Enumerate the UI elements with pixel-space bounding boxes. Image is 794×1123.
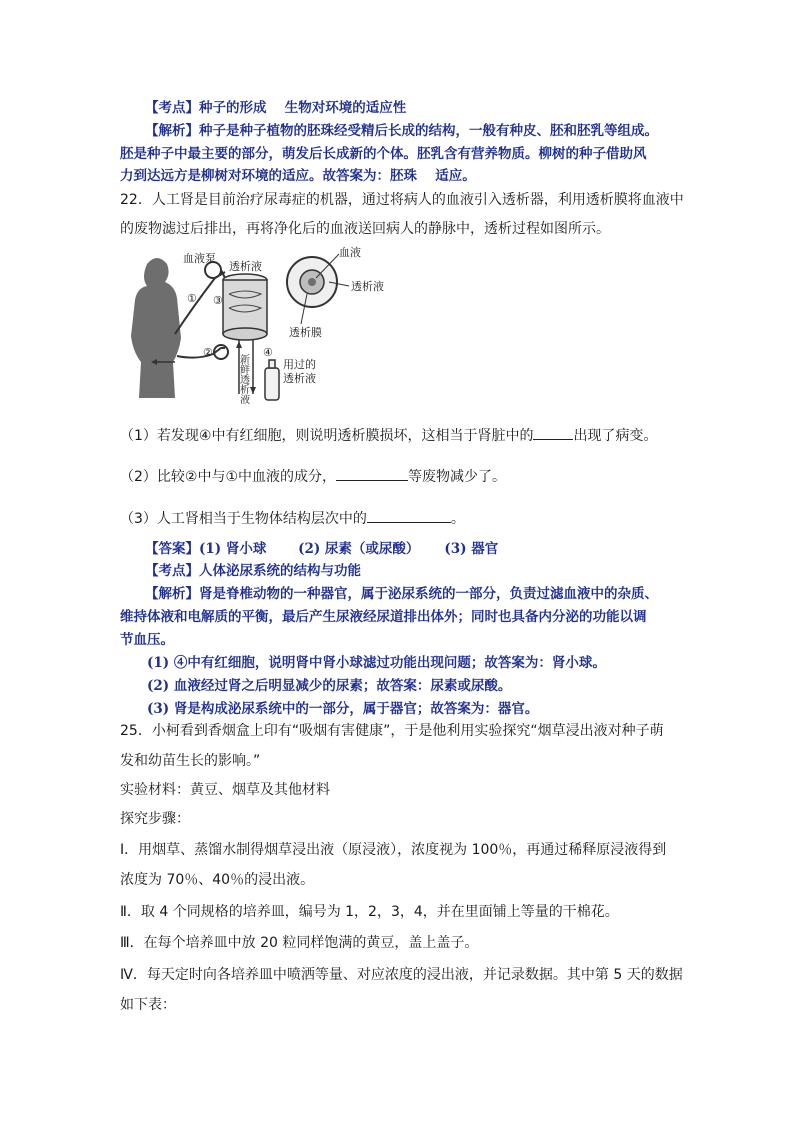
cross-section-diagram xyxy=(283,244,403,344)
q22-sub2 xyxy=(120,466,506,486)
jiexi-text: 种子是种子植物的胚珠经受精后长成的结构，一般有种皮、胚和胚乳等组成。 xyxy=(199,123,658,139)
blood-core xyxy=(308,278,316,286)
q25-step2: Ⅱ．取 4 个同规格的培养皿，编号为 1，2，3，4，并在里面铺上等量的干棉花。 xyxy=(120,904,619,920)
arrow-down xyxy=(250,387,256,394)
jiexi-22-line3: 节血压。 xyxy=(120,632,174,648)
jiexi-22-point2: (2) 血液经过肾之后明显减少的尿素；故答案：尿素或尿酸。 xyxy=(147,678,512,694)
jiexi-21-line2: 胚是种子中最主要的部分，萌发后长成新的个体。胚乳含有营养物质。柳树的种子借助风 xyxy=(120,146,647,162)
dialyzer-body xyxy=(223,280,267,334)
kaodian-tag: 【考点】 xyxy=(145,563,199,579)
tube-venous xyxy=(177,348,225,358)
sub1-text: （1）若发现④中有红细胞，则说明透析膜损坏，这相当于肾脏中的 xyxy=(120,428,534,444)
jiexi-22-point3: (3) 肾是构成泌尿系统中的一部分，属于器官；故答案为：器官。 xyxy=(147,701,539,717)
patient-silhouette xyxy=(131,258,181,398)
q22-stem-line2: 的废物滤过后排出，再将净化后的血液送回病人的静脉中，透析过程如图所示。 xyxy=(120,221,610,237)
sub2-blank[interactable] xyxy=(336,466,408,481)
label-used-2: 透析液 xyxy=(283,372,316,385)
sub3-blank[interactable] xyxy=(367,508,451,523)
jiexi-22-point1: (1) ④中有红细胞，说明肾中肾小球滤过功能出现问题；故答案为：肾小球。 xyxy=(147,655,606,671)
sub3-text-after: 。 xyxy=(450,511,465,527)
sub2-text: （2）比较②中与①中血液的成分， xyxy=(120,469,337,485)
jiexi-tag: 【解析】 xyxy=(145,123,199,139)
label-n3: ③ xyxy=(213,294,223,307)
jiexi-21-line1 xyxy=(145,122,658,140)
cross-label-dialysate: 透析液 xyxy=(351,280,384,293)
label-pump: 血液泵 xyxy=(183,252,216,265)
q25-materials: 实验材料：黄豆、烟草及其他材料 xyxy=(120,782,330,798)
cross-label-blood: 血液 xyxy=(339,246,361,259)
label-fresh: 新鲜透析液 xyxy=(237,354,249,404)
sub2-text-after: 等废物减少了。 xyxy=(408,469,507,485)
answer-text: (1) 肾小球 (2) 尿素（或尿酸） (3) 器官 xyxy=(199,541,499,557)
label-dialysate: 透析液 xyxy=(229,260,262,273)
q25-stem-line1: 25．小柯看到香烟盒上印有“吸烟有害健康”，于是他利用实验探究“烟草浸出液对种子萌 xyxy=(120,723,664,739)
used-dialysate-bottle xyxy=(265,368,279,400)
label-n2: ② xyxy=(203,346,213,359)
arrow-up xyxy=(236,341,242,348)
label-n1: ① xyxy=(187,292,197,305)
sub1-text-after: 出现了病变。 xyxy=(573,428,658,444)
q25-step4-line2: 如下表： xyxy=(120,997,176,1013)
jiexi-21-line3: 力到达远方是柳树对环境的适应。故答案为：胚珠 适应。 xyxy=(120,168,476,184)
q25-step1-line2: 浓度为 70％、40％的浸出液。 xyxy=(120,872,315,888)
q25-steps-title: 探究步骤： xyxy=(120,811,190,827)
kaodian-22 xyxy=(145,562,361,580)
answer-tag: 【答案】 xyxy=(145,541,199,557)
kaodian-tag: 【考点】 xyxy=(145,100,199,116)
q25-step4-line1: Ⅳ．每天定时向各培养皿中喷洒等量、对应浓度的浸出液，并记录数据。其中第 5 天的数据 xyxy=(120,967,683,983)
q22-sub1 xyxy=(120,425,657,445)
dialyzer-bottom xyxy=(223,328,267,340)
jiexi-22-line2: 维持体液和电解质的平衡，最后产生尿液经尿道排出体外；同时也具备内分泌的功能以调 xyxy=(120,609,647,625)
kaodian-text: 人体泌尿系统的结构与功能 xyxy=(199,563,361,579)
jiexi-text: 肾是脊椎动物的一种器官，属于泌尿系统的一部分，负责过滤血液中的杂质、 xyxy=(199,586,658,602)
label-used-1: 用过的 xyxy=(283,358,316,371)
kaodian-21 xyxy=(145,99,406,117)
answer-22 xyxy=(145,540,498,558)
bottle-neck xyxy=(269,360,275,368)
sub1-blank[interactable] xyxy=(533,425,573,440)
q25-step1-line1: Ⅰ．用烟草、蒸馏水制得烟草浸出液（原浸液），浓度视为 100％，再通过稀释原浸液得到 xyxy=(120,842,667,858)
sub3-text: （3）人工肾相当于生物体结构层次中的 xyxy=(120,511,367,527)
q22-stem-line1: 22．人工肾是目前治疗尿毒症的机器，通过将病人的血液引入透析器，利用透析膜将血液中 xyxy=(120,192,684,208)
q22-sub3 xyxy=(120,508,465,528)
jiexi-tag: 【解析】 xyxy=(145,586,199,602)
q25-step3: Ⅲ．在每个培养皿中放 20 粒同样饱满的黄豆，盖上盖子。 xyxy=(120,935,479,951)
q25-stem-line2: 发和幼苗生长的影响。” xyxy=(120,753,261,769)
kaodian-text: 种子的形成 生物对环境的适应性 xyxy=(199,100,407,116)
label-n4: ④ xyxy=(263,346,273,359)
jiexi-22-line1 xyxy=(145,585,658,603)
cross-label-membrane: 透析膜 xyxy=(289,326,322,339)
